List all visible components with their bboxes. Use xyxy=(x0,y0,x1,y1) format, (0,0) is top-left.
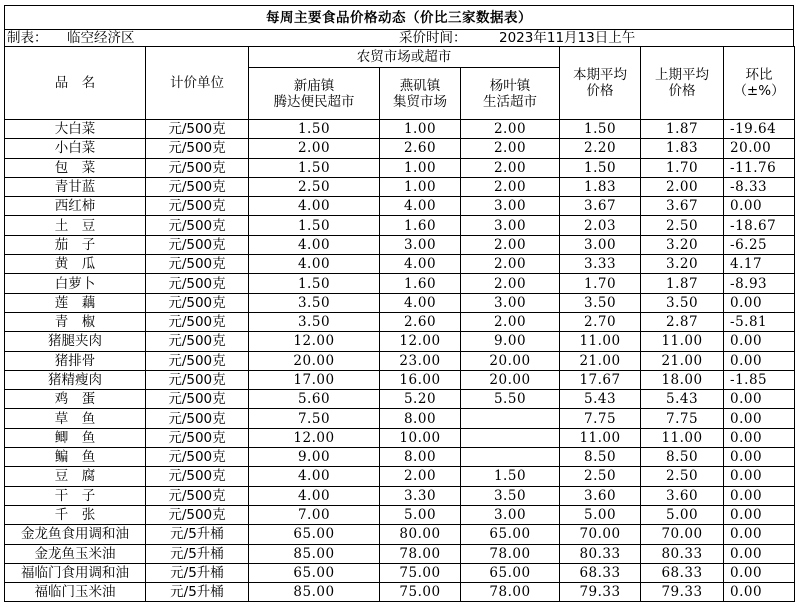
cell-market-3-price: 20.00 xyxy=(461,351,560,370)
table-row xyxy=(5,583,795,602)
cell-item-name: 干 子 xyxy=(5,486,146,505)
cell-item-name: 鲫 鱼 xyxy=(5,428,146,447)
cell-market-2-price: 1.60 xyxy=(380,216,461,235)
cell-unit: 元/500克 xyxy=(146,428,249,447)
cell-market-2-price: 23.00 xyxy=(380,351,461,370)
cell-previous-avg: 2.50 xyxy=(641,216,724,235)
table-row xyxy=(5,544,795,563)
cell-change: 0.00 xyxy=(724,409,795,428)
cell-item-name: 青甘蓝 xyxy=(5,177,146,196)
cell-market-3-price: 3.50 xyxy=(461,486,560,505)
cell-current-avg: 1.50 xyxy=(560,120,641,139)
cell-current-avg: 21.00 xyxy=(560,351,641,370)
cell-change: 0.00 xyxy=(724,293,795,312)
cell-current-avg: 3.33 xyxy=(560,255,641,274)
time-value: 2023年11月13日上午 xyxy=(499,30,636,46)
cell-previous-avg: 8.50 xyxy=(641,448,724,467)
cell-market-3-price: 3.00 xyxy=(461,505,560,524)
header-market-3: 杨叶镇 生活超市 xyxy=(461,68,560,120)
table-row xyxy=(5,139,795,158)
cell-market-1-price: 65.00 xyxy=(249,525,380,544)
cell-unit: 元/500克 xyxy=(146,409,249,428)
cell-change: 0.00 xyxy=(724,448,795,467)
table-row xyxy=(5,332,795,351)
table-row xyxy=(5,390,795,409)
cell-change: 0.00 xyxy=(724,332,795,351)
cell-market-3-price xyxy=(461,409,560,428)
cell-unit: 元/500克 xyxy=(146,235,249,254)
cell-current-avg: 17.67 xyxy=(560,370,641,389)
cell-current-avg: 3.50 xyxy=(560,293,641,312)
table-row xyxy=(5,235,795,254)
cell-market-2-price: 3.30 xyxy=(380,486,461,505)
cell-unit: 元/500克 xyxy=(146,351,249,370)
cell-change: -19.64 xyxy=(724,120,795,139)
cell-market-1-price: 12.00 xyxy=(249,428,380,447)
header-change: 环比 （±%） xyxy=(724,47,795,120)
cell-market-1-price: 7.50 xyxy=(249,409,380,428)
cell-market-1-price: 3.50 xyxy=(249,293,380,312)
cell-market-2-price: 4.00 xyxy=(380,197,461,216)
cell-market-1-price: 65.00 xyxy=(249,563,380,582)
cell-item-name: 猪排骨 xyxy=(5,351,146,370)
cell-unit: 元/500克 xyxy=(146,332,249,351)
cell-item-name: 福临门玉米油 xyxy=(5,583,146,602)
cell-market-2-price: 2.60 xyxy=(380,139,461,158)
cell-unit: 元/500克 xyxy=(146,486,249,505)
cell-market-3-price: 78.00 xyxy=(461,544,560,563)
cell-current-avg: 1.83 xyxy=(560,177,641,196)
cell-market-2-price: 75.00 xyxy=(380,563,461,582)
cell-previous-avg: 7.75 xyxy=(641,409,724,428)
cell-unit: 元/500克 xyxy=(146,312,249,331)
cell-current-avg: 5.43 xyxy=(560,390,641,409)
header-unit: 计价单位 xyxy=(146,47,249,120)
cell-item-name: 鸡 蛋 xyxy=(5,390,146,409)
cell-market-3-price: 65.00 xyxy=(461,525,560,544)
cell-previous-avg: 2.50 xyxy=(641,467,724,486)
cell-previous-avg: 11.00 xyxy=(641,428,724,447)
cell-market-3-price: 5.50 xyxy=(461,390,560,409)
cell-market-3-price: 78.00 xyxy=(461,583,560,602)
cell-market-2-price: 8.00 xyxy=(380,448,461,467)
cell-previous-avg: 70.00 xyxy=(641,525,724,544)
table-row xyxy=(5,428,795,447)
cell-item-name: 鳊 鱼 xyxy=(5,448,146,467)
cell-previous-avg: 1.70 xyxy=(641,158,724,177)
header-item: 品 名 xyxy=(5,47,146,120)
table-row xyxy=(5,448,795,467)
cell-market-1-price: 2.00 xyxy=(249,139,380,158)
table-row xyxy=(5,525,795,544)
cell-change: 0.00 xyxy=(724,583,795,602)
table-row xyxy=(5,312,795,331)
cell-previous-avg: 3.60 xyxy=(641,486,724,505)
cell-market-1-price: 20.00 xyxy=(249,351,380,370)
table-body xyxy=(5,120,795,602)
cell-item-name: 大白菜 xyxy=(5,120,146,139)
cell-market-3-price: 1.50 xyxy=(461,467,560,486)
cell-current-avg: 70.00 xyxy=(560,525,641,544)
cell-previous-avg: 5.00 xyxy=(641,505,724,524)
cell-item-name: 小白菜 xyxy=(5,139,146,158)
cell-current-avg: 8.50 xyxy=(560,448,641,467)
cell-market-2-price: 1.00 xyxy=(380,158,461,177)
cell-unit: 元/5升桶 xyxy=(146,563,249,582)
table-row xyxy=(5,255,795,274)
table-row xyxy=(5,197,795,216)
table-row xyxy=(5,563,795,582)
time-label: 采价时间： xyxy=(399,30,467,46)
cell-previous-avg: 1.87 xyxy=(641,274,724,293)
cell-market-2-price: 5.20 xyxy=(380,390,461,409)
cell-previous-avg: 80.33 xyxy=(641,544,724,563)
cell-item-name: 青 椒 xyxy=(5,312,146,331)
cell-market-2-price: 1.00 xyxy=(380,120,461,139)
cell-current-avg: 3.67 xyxy=(560,197,641,216)
sheet-meta xyxy=(4,29,794,46)
cell-current-avg: 3.00 xyxy=(560,235,641,254)
table-row xyxy=(5,467,795,486)
cell-previous-avg: 11.00 xyxy=(641,332,724,351)
cell-market-1-price: 85.00 xyxy=(249,583,380,602)
cell-market-1-price: 4.00 xyxy=(249,235,380,254)
maker-value: 临空经济区 xyxy=(67,30,135,46)
cell-current-avg: 11.00 xyxy=(560,428,641,447)
cell-change: -5.81 xyxy=(724,312,795,331)
cell-market-3-price: 2.00 xyxy=(461,312,560,331)
cell-previous-avg: 3.20 xyxy=(641,255,724,274)
header-market-group: 农贸市场或超市 xyxy=(249,47,560,68)
cell-market-3-price: 2.00 xyxy=(461,158,560,177)
cell-change: 0.00 xyxy=(724,525,795,544)
cell-previous-avg: 21.00 xyxy=(641,351,724,370)
cell-previous-avg: 1.87 xyxy=(641,120,724,139)
cell-market-2-price: 8.00 xyxy=(380,409,461,428)
cell-current-avg: 2.70 xyxy=(560,312,641,331)
table-row xyxy=(5,120,795,139)
cell-unit: 元/500克 xyxy=(146,293,249,312)
cell-unit: 元/500克 xyxy=(146,390,249,409)
cell-item-name: 千 张 xyxy=(5,505,146,524)
cell-change: 0.00 xyxy=(724,486,795,505)
cell-market-2-price: 2.00 xyxy=(380,467,461,486)
cell-market-2-price: 3.00 xyxy=(380,235,461,254)
cell-market-1-price: 4.00 xyxy=(249,255,380,274)
cell-market-1-price: 1.50 xyxy=(249,216,380,235)
cell-previous-avg: 2.00 xyxy=(641,177,724,196)
cell-market-3-price xyxy=(461,428,560,447)
cell-current-avg: 68.33 xyxy=(560,563,641,582)
cell-current-avg: 2.03 xyxy=(560,216,641,235)
cell-market-3-price: 2.00 xyxy=(461,139,560,158)
cell-current-avg: 2.20 xyxy=(560,139,641,158)
cell-previous-avg: 68.33 xyxy=(641,563,724,582)
cell-market-2-price: 78.00 xyxy=(380,544,461,563)
table-row xyxy=(5,274,795,293)
cell-current-avg: 11.00 xyxy=(560,332,641,351)
cell-item-name: 猪精瘦肉 xyxy=(5,370,146,389)
cell-change: 0.00 xyxy=(724,390,795,409)
cell-market-1-price: 9.00 xyxy=(249,448,380,467)
cell-item-name: 茄 子 xyxy=(5,235,146,254)
cell-item-name: 草 鱼 xyxy=(5,409,146,428)
cell-market-1-price: 7.00 xyxy=(249,505,380,524)
cell-market-3-price: 20.00 xyxy=(461,370,560,389)
cell-unit: 元/500克 xyxy=(146,370,249,389)
cell-item-name: 白萝卜 xyxy=(5,274,146,293)
cell-change: 0.00 xyxy=(724,544,795,563)
cell-change: 0.00 xyxy=(724,563,795,582)
cell-unit: 元/5升桶 xyxy=(146,544,249,563)
cell-market-3-price: 3.00 xyxy=(461,216,560,235)
cell-previous-avg: 18.00 xyxy=(641,370,724,389)
cell-unit: 元/500克 xyxy=(146,197,249,216)
cell-change: 20.00 xyxy=(724,139,795,158)
cell-item-name: 土 豆 xyxy=(5,216,146,235)
cell-previous-avg: 79.33 xyxy=(641,583,724,602)
cell-unit: 元/500克 xyxy=(146,505,249,524)
cell-change: 4.17 xyxy=(724,255,795,274)
cell-market-2-price: 1.00 xyxy=(380,177,461,196)
cell-item-name: 豆 腐 xyxy=(5,467,146,486)
cell-change: 0.00 xyxy=(724,197,795,216)
cell-change: -18.67 xyxy=(724,216,795,235)
cell-item-name: 福临门食用调和油 xyxy=(5,563,146,582)
table-row xyxy=(5,505,795,524)
cell-change: -8.33 xyxy=(724,177,795,196)
cell-item-name: 猪腿夹肉 xyxy=(5,332,146,351)
cell-previous-avg: 2.87 xyxy=(641,312,724,331)
cell-market-1-price: 1.50 xyxy=(249,274,380,293)
cell-current-avg: 3.60 xyxy=(560,486,641,505)
cell-current-avg: 1.50 xyxy=(560,158,641,177)
cell-market-2-price: 10.00 xyxy=(380,428,461,447)
cell-item-name: 黄 瓜 xyxy=(5,255,146,274)
cell-unit: 元/5升桶 xyxy=(146,583,249,602)
cell-unit: 元/500克 xyxy=(146,120,249,139)
cell-item-name: 金龙鱼玉米油 xyxy=(5,544,146,563)
cell-unit: 元/500克 xyxy=(146,158,249,177)
maker-label: 制表： xyxy=(7,30,48,46)
cell-current-avg: 7.75 xyxy=(560,409,641,428)
cell-unit: 元/500克 xyxy=(146,448,249,467)
cell-market-1-price: 4.00 xyxy=(249,486,380,505)
cell-market-3-price: 3.00 xyxy=(461,197,560,216)
cell-market-2-price: 1.60 xyxy=(380,274,461,293)
cell-market-2-price: 75.00 xyxy=(380,583,461,602)
cell-unit: 元/500克 xyxy=(146,274,249,293)
cell-item-name: 莲 藕 xyxy=(5,293,146,312)
cell-market-1-price: 1.50 xyxy=(249,158,380,177)
price-sheet xyxy=(4,5,794,602)
cell-item-name: 金龙鱼食用调和油 xyxy=(5,525,146,544)
cell-change: -11.76 xyxy=(724,158,795,177)
cell-market-1-price: 12.00 xyxy=(249,332,380,351)
table-row xyxy=(5,293,795,312)
header-previous-avg: 上期平均 价格 xyxy=(641,47,724,120)
cell-change: -6.25 xyxy=(724,235,795,254)
cell-market-1-price: 4.00 xyxy=(249,197,380,216)
cell-current-avg: 1.70 xyxy=(560,274,641,293)
cell-previous-avg: 3.50 xyxy=(641,293,724,312)
cell-market-3-price xyxy=(461,448,560,467)
cell-market-3-price: 2.00 xyxy=(461,235,560,254)
cell-market-2-price: 4.00 xyxy=(380,255,461,274)
cell-unit: 元/500克 xyxy=(146,255,249,274)
cell-market-3-price: 2.00 xyxy=(461,177,560,196)
cell-market-3-price: 65.00 xyxy=(461,563,560,582)
cell-market-2-price: 5.00 xyxy=(380,505,461,524)
cell-unit: 元/500克 xyxy=(146,216,249,235)
cell-change: 0.00 xyxy=(724,351,795,370)
cell-market-1-price: 85.00 xyxy=(249,544,380,563)
table-row xyxy=(5,351,795,370)
cell-item-name: 西红柿 xyxy=(5,197,146,216)
cell-unit: 元/500克 xyxy=(146,139,249,158)
cell-market-3-price: 2.00 xyxy=(461,120,560,139)
cell-market-3-price: 3.00 xyxy=(461,293,560,312)
cell-change: 0.00 xyxy=(724,428,795,447)
cell-unit: 元/5升桶 xyxy=(146,525,249,544)
header-current-avg: 本期平均 价格 xyxy=(560,47,641,120)
cell-previous-avg: 3.20 xyxy=(641,235,724,254)
table-row xyxy=(5,409,795,428)
cell-current-avg: 80.33 xyxy=(560,544,641,563)
cell-market-2-price: 12.00 xyxy=(380,332,461,351)
cell-previous-avg: 3.67 xyxy=(641,197,724,216)
cell-current-avg: 2.50 xyxy=(560,467,641,486)
table-row xyxy=(5,486,795,505)
cell-market-1-price: 5.60 xyxy=(249,390,380,409)
cell-change: 0.00 xyxy=(724,467,795,486)
header-market-1: 新庙镇 腾达便民超市 xyxy=(249,68,380,120)
cell-market-1-price: 3.50 xyxy=(249,312,380,331)
cell-market-1-price: 1.50 xyxy=(249,120,380,139)
sheet-title: 每周主要食品价格动态（价比三家数据表） xyxy=(4,5,794,29)
cell-change: -1.85 xyxy=(724,370,795,389)
header-market-2: 燕矶镇 集贸市场 xyxy=(380,68,461,120)
table-row xyxy=(5,158,795,177)
cell-unit: 元/500克 xyxy=(146,177,249,196)
cell-current-avg: 5.00 xyxy=(560,505,641,524)
cell-market-2-price: 80.00 xyxy=(380,525,461,544)
cell-market-1-price: 2.50 xyxy=(249,177,380,196)
cell-market-1-price: 17.00 xyxy=(249,370,380,389)
cell-unit: 元/500克 xyxy=(146,467,249,486)
cell-market-3-price: 2.00 xyxy=(461,274,560,293)
cell-previous-avg: 5.43 xyxy=(641,390,724,409)
cell-market-3-price: 9.00 xyxy=(461,332,560,351)
price-table xyxy=(4,46,795,602)
table-row xyxy=(5,216,795,235)
cell-market-1-price: 4.00 xyxy=(249,467,380,486)
cell-item-name: 包 菜 xyxy=(5,158,146,177)
cell-change: -8.93 xyxy=(724,274,795,293)
cell-market-2-price: 4.00 xyxy=(380,293,461,312)
table-row xyxy=(5,177,795,196)
cell-market-2-price: 16.00 xyxy=(380,370,461,389)
cell-market-3-price: 2.00 xyxy=(461,255,560,274)
cell-change: 0.00 xyxy=(724,505,795,524)
cell-previous-avg: 1.83 xyxy=(641,139,724,158)
table-row xyxy=(5,370,795,389)
cell-current-avg: 79.33 xyxy=(560,583,641,602)
cell-market-2-price: 2.60 xyxy=(380,312,461,331)
